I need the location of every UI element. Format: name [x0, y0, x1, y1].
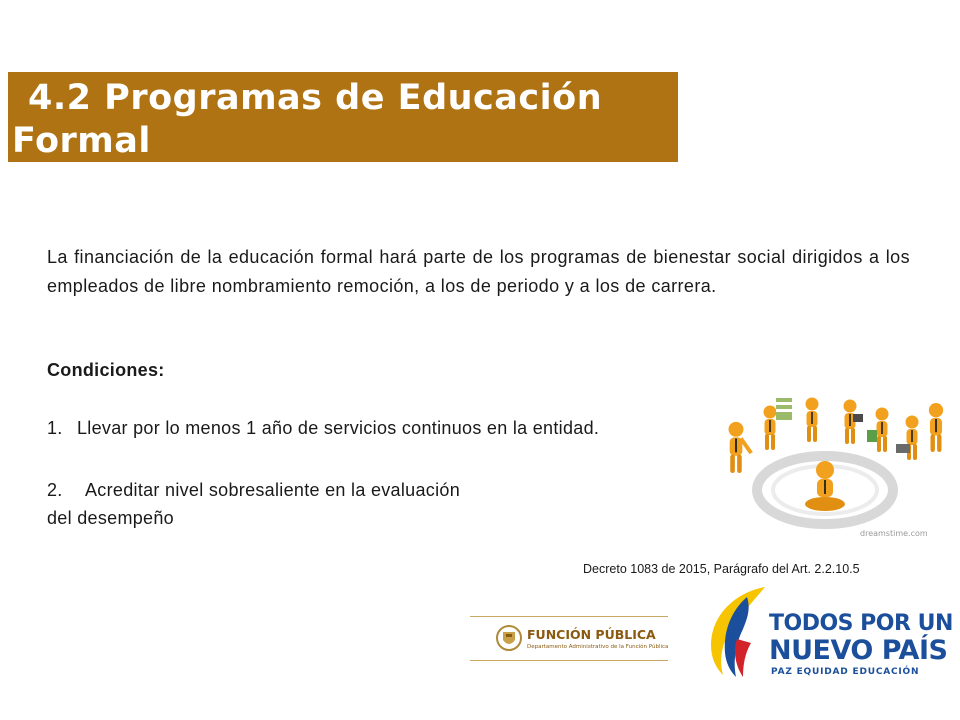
- coat-of-arms-icon: [495, 624, 523, 654]
- funcion-publica-subtitle: Departamento Administrativo de la Función Pública: [527, 644, 669, 650]
- colombia-flag-swoosh-icon: [703, 583, 769, 683]
- person-figure: [806, 398, 819, 443]
- condition-item-2-text-line2: del desempeño: [47, 508, 174, 528]
- todos-por-un-text: TODOS POR UN: [769, 611, 953, 636]
- teamwork-people-circle-illustration: [700, 378, 950, 540]
- condition-item-1-text: Llevar por lo menos 1 año de servicios continuos en la entidad.: [77, 418, 600, 438]
- person-figure: [929, 403, 943, 452]
- person-figure: [729, 422, 753, 473]
- person-figure: [844, 400, 864, 445]
- conditions-heading: Condiciones:: [47, 360, 165, 380]
- illustration-watermark: dreamstime.com: [860, 529, 928, 538]
- intro-paragraph: La financiación de la educación formal hará parte de los programas de bienestar social dirigidos a los empleados de libre nombramiento remoción, a los de periodo y a los de carrera.: [47, 247, 910, 296]
- logo-divider: [470, 616, 668, 617]
- person-figure: [867, 408, 889, 453]
- logo-divider: [470, 660, 668, 661]
- funcion-publica-title: FUNCIÓN PÚBLICA: [527, 627, 656, 642]
- condition-item-1-number: 1.: [47, 418, 63, 438]
- logo-tagline: PAZ EQUIDAD EDUCACIÓN: [771, 667, 920, 677]
- slide-title-line1: 4.2 Programas de Educación: [28, 78, 603, 118]
- slide-title-line2: Formal: [12, 121, 151, 161]
- condition-item-2-text-line1: Acreditar nivel sobresaliente en la evaluación: [85, 480, 461, 500]
- title-banner: [8, 72, 678, 162]
- source-citation: Decreto 1083 de 2015, Parágrafo del Art. 2.2.10.5: [583, 562, 860, 576]
- condition-item-2: [47, 476, 460, 532]
- person-figure: [896, 416, 919, 461]
- person-figure: [764, 398, 793, 450]
- condition-item-2-number: 2.: [47, 480, 63, 500]
- condition-item-1: [47, 418, 599, 439]
- nuevo-pais-text: NUEVO PAÍS: [769, 635, 948, 666]
- todos-por-un-nuevo-pais-logo: [703, 583, 953, 683]
- funcion-publica-logo: [470, 612, 670, 664]
